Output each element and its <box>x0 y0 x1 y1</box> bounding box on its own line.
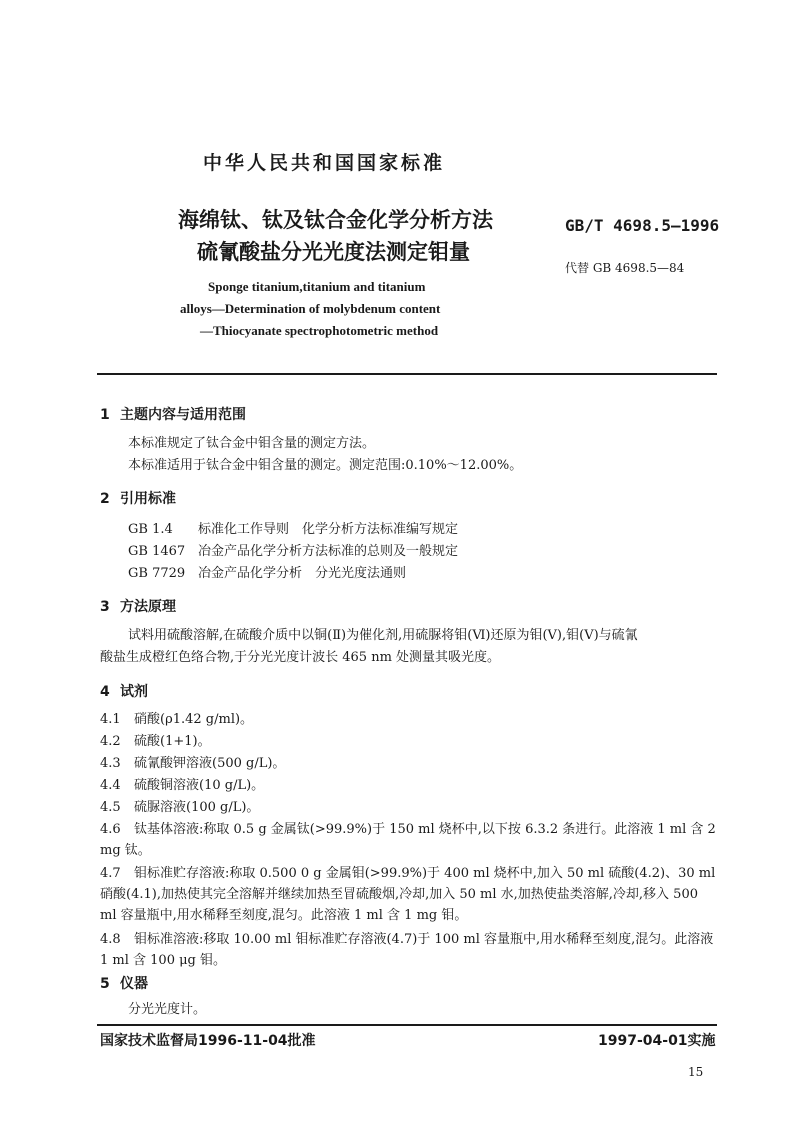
section-2-heading <box>100 488 176 508</box>
reagent-item <box>100 709 718 730</box>
section-number: 1 <box>100 407 110 423</box>
reagent-text: 钼标准溶液:移取 10.00 ml 钼标准贮存溶液(4.7)于 100 ml 容量瓶中,用水稀释至刻度,混匀。此溶液 1 ml 含 100 μg 钼。 <box>100 932 714 968</box>
reagent-item <box>100 863 718 926</box>
reagent-item <box>100 819 718 861</box>
reagent-item <box>100 797 718 818</box>
section-number: 5 <box>100 976 110 992</box>
reference-item <box>128 540 458 559</box>
standard-code: GB/T 4698.5—1996 <box>565 216 720 235</box>
approval-note: 国家技术监督局1996-11-04批准 <box>100 1033 316 1049</box>
reagent-number: 4.3 <box>100 756 121 771</box>
page-number: 15 <box>688 1065 704 1079</box>
reagent-text: 钼标准贮存溶液:称取 0.500 0 g 金属钼(>99.9%)于 400 ml 烧杯中,加入 50 ml 硫酸(4.2)、30 ml硝酸(4.1),加热使其完全溶解并继续加热至冒硫酸烟,冷却,加入 50 ml 水,加热使盐类溶解,冷却,移入 500 ml 容量瓶中,用水稀释至刻度,混匀。此溶液 1 ml 含 1 mg 钼。 <box>100 866 716 923</box>
section-4-heading <box>100 681 148 701</box>
section-1-heading <box>100 404 246 424</box>
title-cn-line1: 海绵钛、钛及钛合金化学分析方法 <box>178 208 493 232</box>
reagent-text: 硫酸铜溶液(10 g/L)。 <box>134 778 265 793</box>
reference-item <box>128 518 458 537</box>
replaces-note: 代替 GB 4698.5—84 <box>565 261 685 275</box>
reference-code: GB 7729 <box>128 566 186 581</box>
reference-code: GB 1467 <box>128 544 186 559</box>
section-number: 4 <box>100 684 110 700</box>
section-5-paragraph: 分光光度计。 <box>128 1002 207 1017</box>
title-cn-line2: 硫氰酸盐分光光度法测定钼量 <box>197 240 470 264</box>
reagent-text: 钛基体溶液:称取 0.5 g 金属钛(>99.9%)于 150 ml 烧杯中,以下按 6.3.2 条进行。此溶液 1 ml 含 2 mg 钛。 <box>100 822 716 858</box>
reagent-text: 硫酸(1+1)。 <box>134 734 211 749</box>
section-1-paragraph-1: 本标准规定了钛合金中钼含量的测定方法。 <box>128 436 376 451</box>
reference-text: 冶金产品化学分析方法标准的总则及一般规定 <box>198 544 459 559</box>
country-standard-heading: 中华人民共和国国家标准 <box>203 152 446 174</box>
title-en-line1: Sponge titanium,titanium and titanium <box>208 279 426 294</box>
title-en-line2: alloys—Determination of molybdenum content <box>180 301 441 316</box>
reagent-number: 4.6 <box>100 822 121 837</box>
reagent-text: 硫氰酸钾溶液(500 g/L)。 <box>134 756 286 771</box>
section-title: 试剂 <box>120 684 148 700</box>
section-3-paragraph-line2: 酸盐生成橙红色络合物,于分光光度计波长 465 nm 处测量其吸光度。 <box>100 650 501 665</box>
reagent-number: 4.8 <box>100 932 121 947</box>
section-3-heading <box>100 596 176 616</box>
section-title: 主题内容与适用范围 <box>120 407 246 423</box>
section-1-paragraph-2: 本标准适用于钛合金中钼含量的测定。测定范围:0.10%～12.00%。 <box>128 458 523 473</box>
reagent-item <box>100 731 718 752</box>
implementation-date: 1997-04-01实施 <box>598 1033 716 1049</box>
reagent-item <box>100 775 718 796</box>
title-en-line3: —Thiocyanate spectrophotometric method <box>200 323 439 338</box>
section-title: 仪器 <box>120 976 148 992</box>
section-title: 方法原理 <box>120 599 176 615</box>
reagent-item <box>100 753 718 774</box>
section-number: 2 <box>100 491 110 507</box>
reagent-number: 4.2 <box>100 734 121 749</box>
reagent-text: 硝酸(ρ1.42 g/ml)。 <box>134 712 254 727</box>
reagent-number: 4.7 <box>100 866 121 881</box>
section-number: 3 <box>100 599 110 615</box>
reference-item <box>128 562 406 581</box>
reagent-number: 4.4 <box>100 778 121 793</box>
reagent-number: 4.5 <box>100 800 121 815</box>
footer-divider <box>97 1024 717 1026</box>
reference-text: 标准化工作导则 化学分析方法标准编写规定 <box>198 522 459 537</box>
section-5-heading <box>100 973 148 993</box>
reagent-text: 硫脲溶液(100 g/L)。 <box>134 800 260 815</box>
reagent-number: 4.1 <box>100 712 121 727</box>
reference-code: GB 1.4 <box>128 522 173 537</box>
header-divider <box>97 373 717 375</box>
reference-text: 冶金产品化学分析 分光光度法通则 <box>198 566 407 581</box>
reagent-item <box>100 929 718 971</box>
section-title: 引用标准 <box>120 491 176 507</box>
section-3-paragraph-line1: 试料用硫酸溶解,在硫酸介质中以铜(Ⅱ)为催化剂,用硫脲将钼(Ⅵ)还原为钼(Ⅴ),钼(Ⅴ)与硫氰 <box>128 628 638 643</box>
